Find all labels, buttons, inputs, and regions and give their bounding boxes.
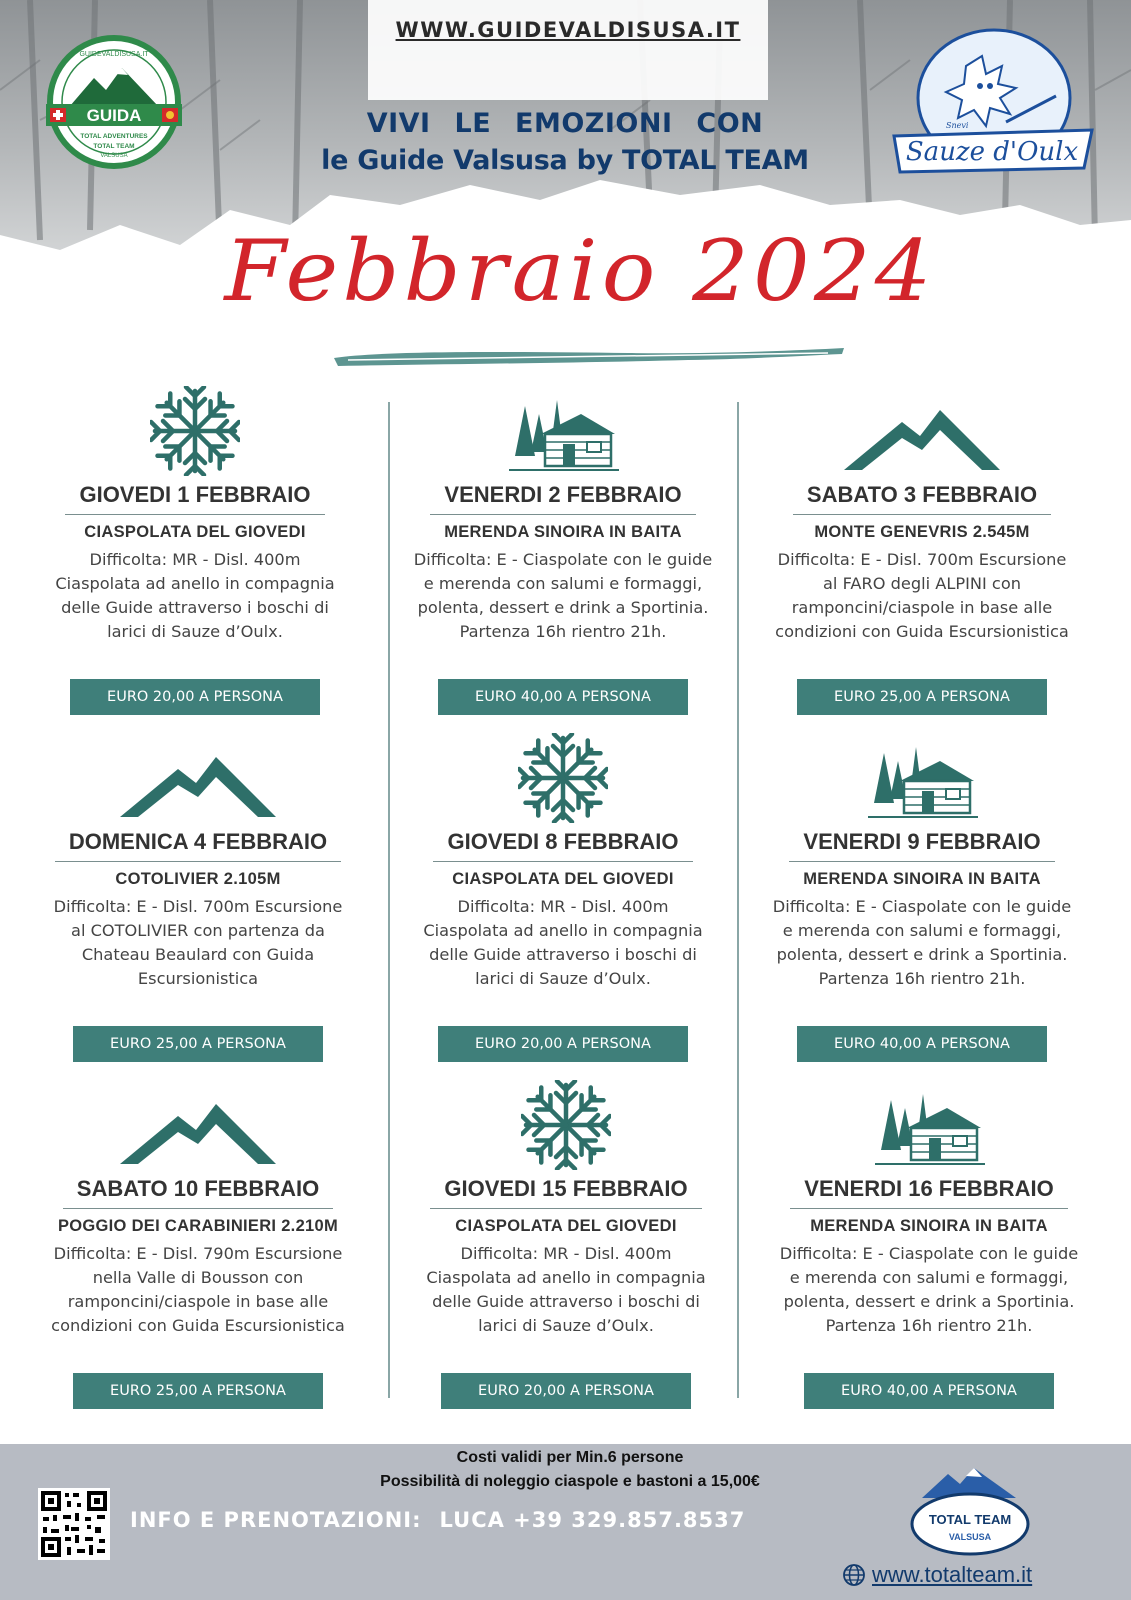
mountain-icon xyxy=(116,733,280,823)
column-divider-left xyxy=(388,402,390,1398)
event-price-button[interactable]: EURO 40,00 A PERSONA xyxy=(804,1373,1054,1409)
event-date: SABATO 3 FEBBRAIO xyxy=(793,482,1051,515)
qr-code[interactable] xyxy=(38,1488,110,1560)
event-card xyxy=(393,386,733,716)
event-description: Difficolta: E - Ciaspolate con le guide e merenda con salumi e formaggi, polenta, dessert e drink a Sportinia. Partenza 16h rientro 21h. xyxy=(413,550,713,641)
guida-logo-line3: VALSUSA xyxy=(100,153,128,159)
tagline-line-2: le Guide Valsusa by TOTAL TEAM xyxy=(321,145,809,176)
event-card xyxy=(752,733,1092,1063)
event-card xyxy=(759,1080,1099,1410)
column-divider-right xyxy=(737,402,739,1398)
event-description: Difficolta: MR - Disl. 400m Ciaspolata ad anello in compagnia delle Guide attraverso i boschi di larici di Sauze d’Oulx. xyxy=(423,897,703,988)
event-title: MERENDA SINOIRA IN BAITA xyxy=(444,523,682,541)
tagline-line-1: VIVI LE EMOZIONI CON xyxy=(366,108,764,139)
event-title: MONTE GENEVRIS 2.545M xyxy=(814,523,1030,541)
event-date: SABATO 10 FEBBRAIO xyxy=(63,1176,333,1209)
event-price-button[interactable]: EURO 25,00 A PERSONA xyxy=(73,1026,323,1062)
rental-note: Possibilità di noleggio ciaspole e bastoni a 15,00€ xyxy=(380,1473,760,1490)
total-team-logo-name: TOTAL TEAM xyxy=(928,1512,1012,1527)
event-card xyxy=(28,1080,368,1410)
event-description: Difficolta: E - Disl. 700m Escursione al FARO degli ALPINI con ramponcini/ciaspole in base alle condizioni con Guida Escursionistica xyxy=(775,550,1069,641)
event-card xyxy=(25,386,365,716)
guida-logo-top-text: GUIDEVALDISUSA.IT xyxy=(79,51,149,58)
event-price-button[interactable]: EURO 25,00 A PERSONA xyxy=(73,1373,323,1409)
guida-logo-line1: TOTAL ADVENTURES xyxy=(80,133,148,140)
contact-phone[interactable]: LUCA +39 329.857.8537 xyxy=(439,1508,746,1532)
total-team-logo xyxy=(908,1464,1032,1556)
snowflake-icon xyxy=(521,1080,611,1170)
cost-note: Costi validi per Min.6 persone xyxy=(456,1449,684,1466)
event-title: CIASPOLATA DEL GIOVEDI xyxy=(84,523,306,541)
event-date: VENERDI 16 FEBBRAIO xyxy=(790,1176,1067,1209)
mountain-icon xyxy=(116,1080,280,1170)
info-contact-line xyxy=(130,1508,745,1532)
event-price-button[interactable]: EURO 25,00 A PERSONA xyxy=(797,679,1047,715)
event-price-button[interactable]: EURO 20,00 A PERSONA xyxy=(70,679,320,715)
mountain-icon xyxy=(840,386,1004,476)
event-title: MERENDA SINOIRA IN BAITA xyxy=(803,870,1041,888)
event-description: Difficolta: E - Ciaspolate con le guide e merenda con salumi e formaggi, polenta, dessert e drink a Sportinia. Partenza 16h rientro 21h. xyxy=(772,897,1072,988)
site-url-link[interactable]: WWW.GUIDEVALDISUSA.IT xyxy=(395,18,741,42)
month-title: Febbraio 2024 xyxy=(224,222,936,320)
cabin-icon xyxy=(862,733,982,823)
sauze-doulx-logo xyxy=(886,26,1100,184)
event-description: Difficolta: E - Disl. 700m Escursione al COTOLIVIER con partenza da Chateau Beaulard con Guida Escursionistica xyxy=(53,897,343,988)
sauze-logo-name: Sauze d'Oulx xyxy=(905,137,1079,167)
event-date: DOMENICA 4 FEBBRAIO xyxy=(55,829,341,862)
event-description: Difficolta: MR - Disl. 400m Ciaspolata ad anello in compagnia delle Guide attraverso i boschi di larici di Sauze d’Oulx. xyxy=(55,550,335,641)
qr-code-icon xyxy=(41,1491,107,1557)
event-price-button[interactable]: EURO 20,00 A PERSONA xyxy=(438,1026,688,1062)
event-price-button[interactable]: EURO 40,00 A PERSONA xyxy=(438,679,688,715)
event-date: GIOVEDI 1 FEBBRAIO xyxy=(65,482,324,515)
event-title: MERENDA SINOIRA IN BAITA xyxy=(810,1217,1048,1235)
guida-valdisusa-logo xyxy=(36,34,192,170)
cabin-icon xyxy=(869,1080,989,1170)
snowflake-icon xyxy=(518,733,608,823)
event-date: VENERDI 9 FEBBRAIO xyxy=(789,829,1054,862)
event-card xyxy=(396,1080,736,1410)
event-date: GIOVEDI 8 FEBBRAIO xyxy=(433,829,692,862)
event-title: COTOLIVIER 2.105M xyxy=(115,870,281,888)
event-title: CIASPOLATA DEL GIOVEDI xyxy=(455,1217,677,1235)
guida-logo-label: GUIDA xyxy=(86,106,142,125)
event-description: Difficolta: E - Ciaspolate con le guide e merenda con salumi e formaggi, polenta, dessert e drink a Sportinia. Partenza 16h rientro 21h. xyxy=(779,1244,1079,1335)
brush-divider xyxy=(328,344,850,370)
info-label: INFO E PRENOTAZIONI: xyxy=(130,1508,422,1532)
sauze-logo-small: Snevi xyxy=(946,121,969,130)
event-card xyxy=(752,386,1092,716)
snowflake-icon xyxy=(150,386,240,476)
event-title: CIASPOLATA DEL GIOVEDI xyxy=(452,870,674,888)
event-card xyxy=(393,733,733,1063)
footer xyxy=(0,1444,1131,1600)
globe-icon xyxy=(842,1563,866,1587)
website-text: www.totalteam.it xyxy=(872,1562,1033,1587)
website-link[interactable] xyxy=(842,1562,1032,1588)
event-date: GIOVEDI 15 FEBBRAIO xyxy=(430,1176,701,1209)
url-backdrop xyxy=(368,0,768,100)
event-description: Difficolta: MR - Disl. 400m Ciaspolata ad anello in compagnia delle Guide attraverso i boschi di larici di Sauze d’Oulx. xyxy=(426,1244,706,1335)
cabin-icon xyxy=(503,386,623,476)
event-date: VENERDI 2 FEBBRAIO xyxy=(430,482,695,515)
guida-logo-line2: TOTAL TEAM xyxy=(93,143,135,150)
total-team-logo-sub: VALSUSA xyxy=(948,1532,992,1542)
event-price-button[interactable]: EURO 40,00 A PERSONA xyxy=(797,1026,1047,1062)
event-description: Difficolta: E - Disl. 790m Escursione nella Valle di Bousson con ramponcini/ciaspole in base alle condizioni con Guida Escursionistica xyxy=(51,1244,345,1335)
event-card xyxy=(28,733,368,1063)
event-title: POGGIO DEI CARABINIERI 2.210M xyxy=(57,1217,339,1235)
event-price-button[interactable]: EURO 20,00 A PERSONA xyxy=(441,1373,691,1409)
